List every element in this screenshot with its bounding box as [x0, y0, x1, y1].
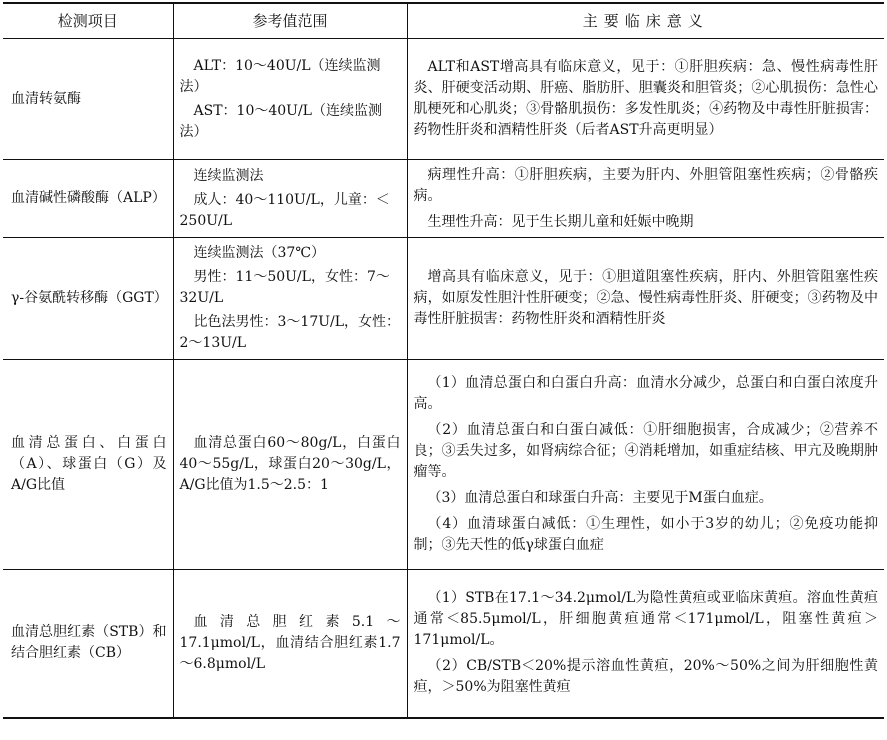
meaning-cell [407, 39, 884, 160]
range-cell [173, 570, 407, 718]
range-line: AST：10～40U/L（连续监测法） [179, 102, 382, 140]
range-line: 连续监测法 [193, 167, 264, 184]
meaning-paragraph: 增高具有临床意义，见于：①胆道阻塞性疾病，肝内、外胆管阻塞性疾病，如原发性胆汁性肝硬变；②急、慢性病毒性肝炎、肝硬变；③药物及中毒性肝脏损害：药物性肝炎和酒精性肝炎 [413, 269, 878, 327]
table-row-ggt [3, 238, 884, 360]
meaning-paragraph: （3）血清总蛋白和球蛋白升高：主要见于M蛋白血症。 [427, 490, 773, 506]
meaning-paragraph: （2）血清总蛋白和白蛋白减低：①肝细胞损害，合成减少；②营养不良；③丢失过多，如肾病综合征；④消耗增加，如重症结核、甲亢及晚期肿瘤等。 [413, 422, 878, 480]
range-line: 比色法男性：3～17U/L，女性：2～13U/L [179, 314, 401, 351]
range-line: 男性：11～50U/L，女性：7～32U/L [179, 269, 390, 306]
item-cell: 血清碱性磷酸酶（ALP） [3, 160, 173, 238]
meaning-cell [407, 360, 884, 570]
meaning-cell [407, 570, 884, 718]
meaning-cell [407, 238, 884, 360]
item-cell: 血清转氨酶 [3, 39, 173, 160]
meaning-paragraph: 生理性升高：见于生长期儿童和妊娠中晚期 [427, 213, 694, 230]
header-range: 参考值范围 [173, 3, 407, 39]
table-row-bilirubin [3, 570, 884, 718]
range-cell [173, 39, 407, 160]
range-line: 血清总胆红素5.1～17.1μmol/L，血清结合胆红素1.7～6.8μmol/L [179, 613, 401, 672]
table-row-protein [3, 360, 884, 570]
meaning-paragraph: （1）血清总蛋白和白蛋白升高：血清水分减少，总蛋白和白蛋白浓度升高。 [413, 375, 878, 412]
meaning-paragraph: （4）血清球蛋白减低：①生理性，如小于3岁的幼儿；②免疫功能抑制；③先天性的低γ球蛋白血症 [413, 516, 878, 553]
range-line: 血清总蛋白60～80g/L，白蛋白40～55g/L，球蛋白20～30g/L，A/G比值为1.5～2.5：1 [179, 435, 401, 493]
range-line: ALT：10～40U/L（连续监测法） [179, 57, 381, 95]
header-item: 检测项目 [3, 3, 173, 39]
meaning-cell [407, 160, 884, 238]
item-cell: 血清总蛋白、白蛋白（A）、球蛋白（G）及A/G比值 [3, 360, 173, 570]
meaning-paragraph: ALT和AST增高具有临床意义，见于：①肝胆疾病：急、慢性病毒性肝炎、肝硬变活动期、肝癌、脂肪肝、胆囊炎和胆管炎；②心肌损伤：急性心肌梗死和心肌炎；③骨骼肌损伤：多发性肌炎；④药物及中毒性肝脏损害：药物性肝炎和酒精性肝炎（后者AST升高更明显） [413, 59, 878, 138]
meaning-paragraph: 病理性升高：①肝胆疾病，主要为肝内、外胆管阻塞性疾病；②骨骼疾病。 [413, 166, 878, 204]
meaning-paragraph: （1）STB在17.1～34.2μmol/L为隐性黄疸或亚临床黄疸。溶血性黄疸通常＜85.5μmol/L，肝细胞黄疸通常＜171μmol/L，阻塞性黄疸＞171μmol/L。 [413, 590, 878, 649]
table-row-alp [3, 160, 884, 238]
item-cell: γ-谷氨酰转移酶（GGT） [3, 238, 173, 360]
range-cell [173, 238, 407, 360]
range-line: 成人：40～110U/L，儿童：＜250U/L [179, 191, 390, 229]
table-row-transaminase [3, 39, 884, 160]
header-meaning: 主要临床意义 [407, 3, 884, 39]
range-line: 连续监测法（37℃） [193, 245, 325, 261]
reference-table [3, 2, 884, 719]
range-cell [173, 360, 407, 570]
range-cell [173, 160, 407, 238]
meaning-paragraph: （2）CB/STB＜20%提示溶血性黄疸，20%～50%之间为肝细胞性黄疸，＞50%为阻塞性黄疸 [413, 658, 878, 696]
item-cell: 血清总胆红素（STB）和结合胆红素（CB） [3, 570, 173, 718]
header-row [3, 3, 884, 39]
